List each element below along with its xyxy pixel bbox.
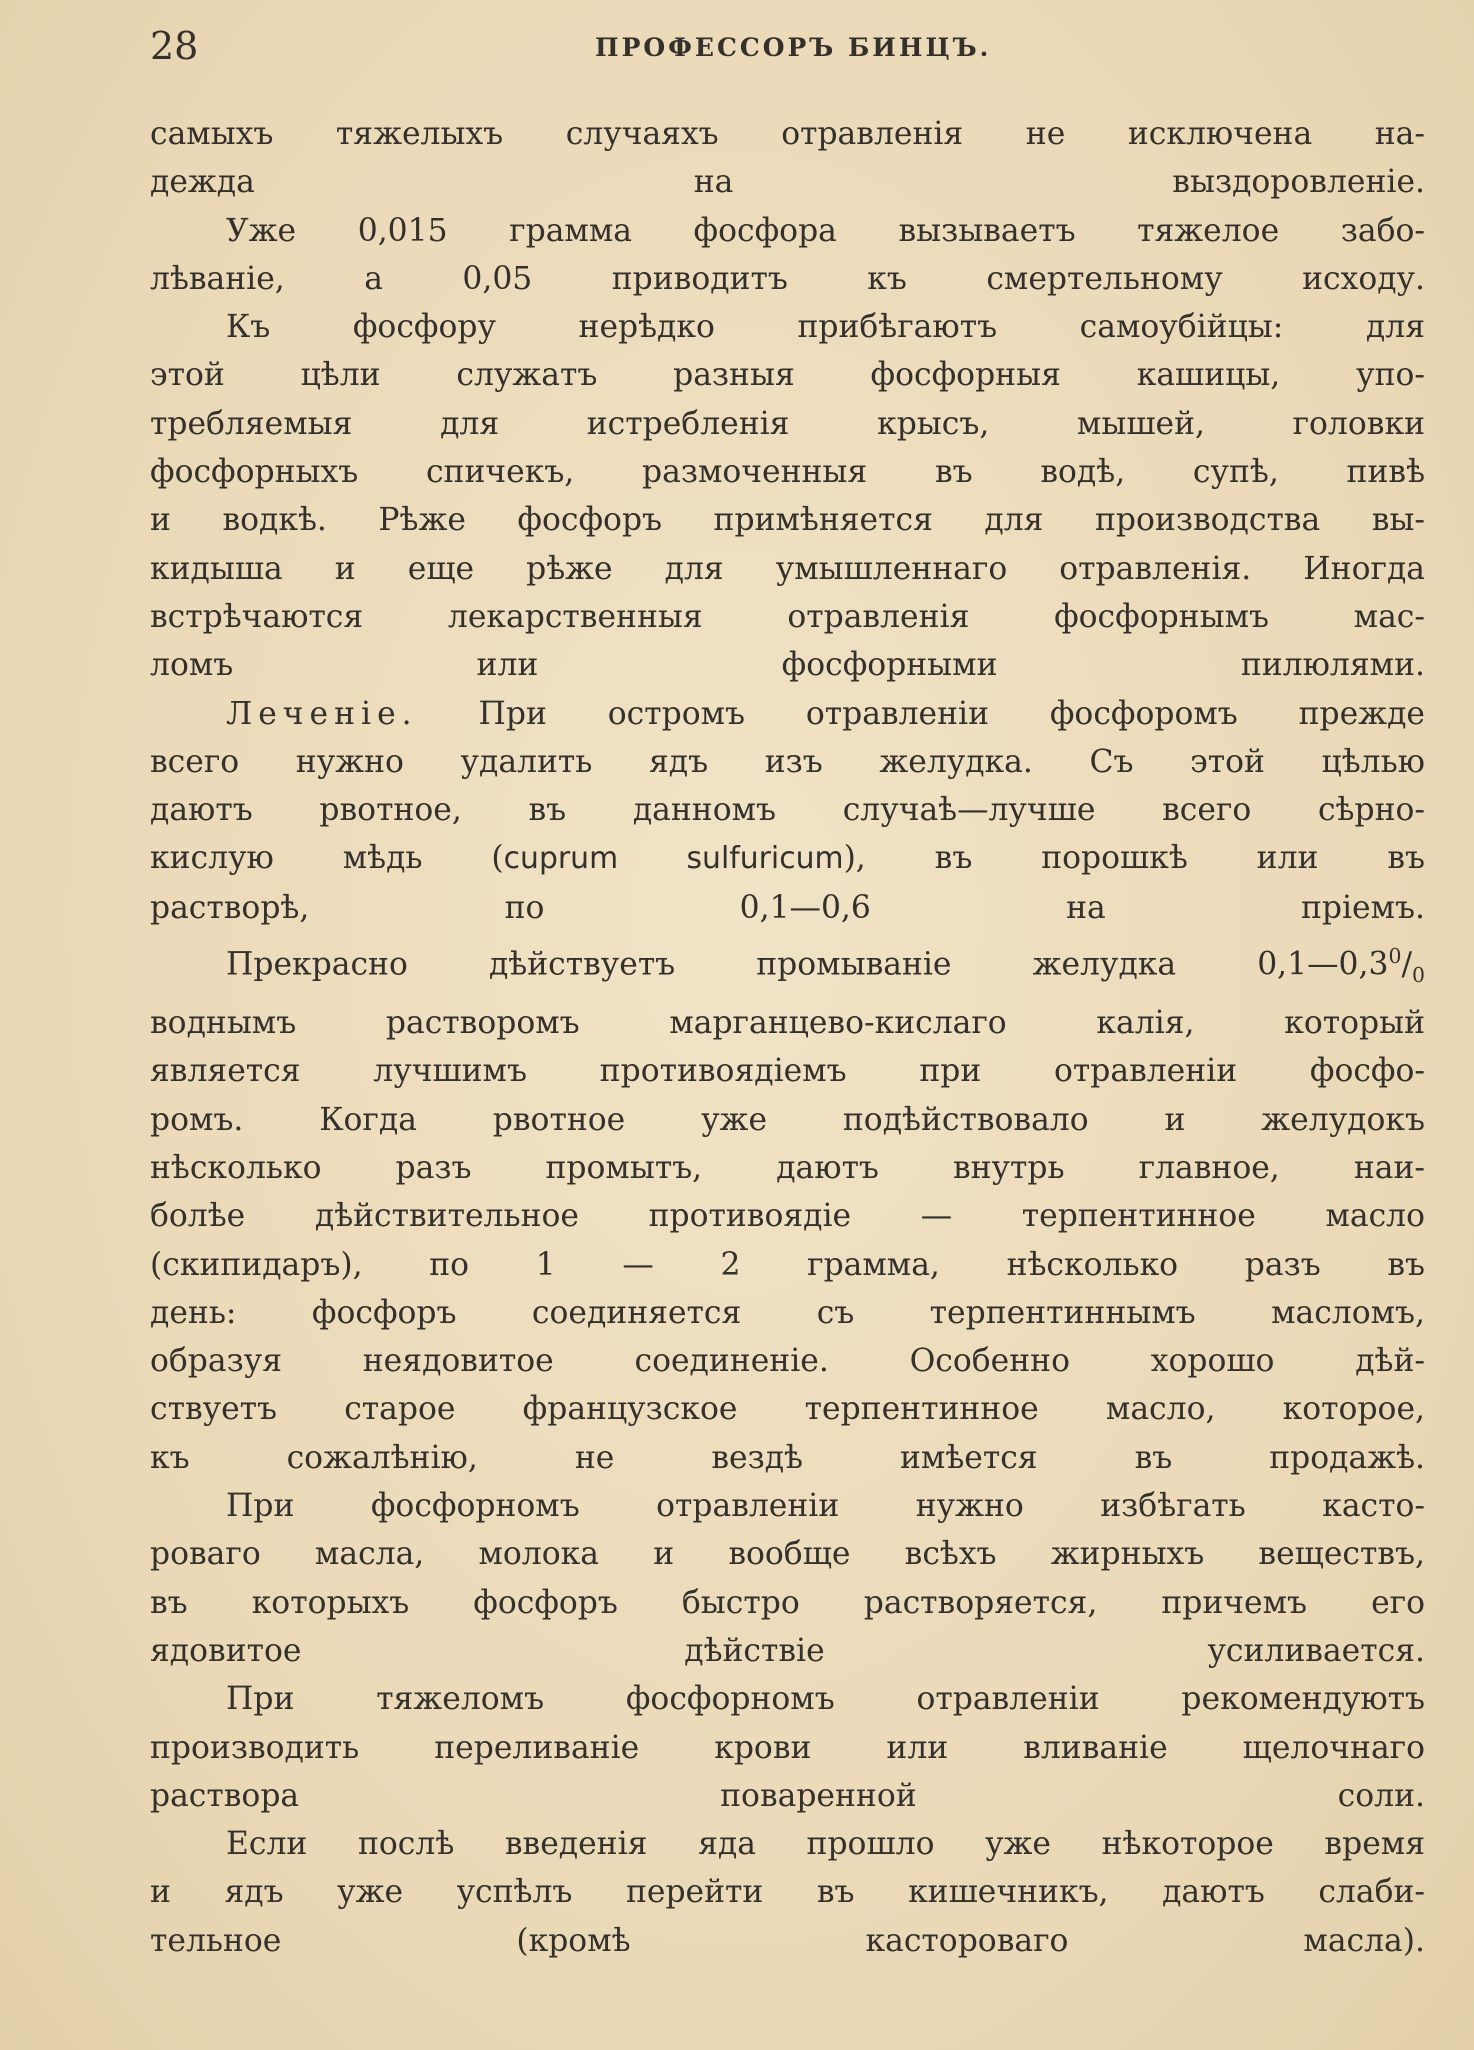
paragraph-7 (150, 1675, 1425, 1820)
paragraph-2 (150, 207, 1425, 304)
text-line: роваго масла, молока и вообще всѣхъ жирныхъ веществъ, (150, 1536, 1425, 1573)
text-line: ломъ или фосфорными пилюлями. (150, 647, 1425, 684)
text-line: этой цѣли служатъ разныя фосфорныя кашицы, упо- (150, 357, 1425, 394)
latin-term: cuprum sulfuricum (503, 841, 844, 877)
text-line: къ сожалѣнію, не вездѣ имѣется въ продажѣ. (150, 1439, 1425, 1476)
page-number: 28 (150, 24, 199, 68)
paragraph-6 (150, 1482, 1425, 1675)
text-line: и ядъ уже успѣлъ перейти въ кишечникъ, даютъ слаби- (150, 1874, 1425, 1911)
text-line: Прекрасно дѣйствуетъ промываніе желудка $0,1—0,3^0/_0$ (226, 944, 1425, 987)
text-line: фосфорныхъ спичекъ, размоченныя въ водѣ, супѣ, пивѣ (150, 454, 1425, 491)
paragraph-1 (150, 110, 1425, 207)
text-line: требляемыя для истребленія крысъ, мышей, головки (150, 405, 1425, 442)
text-line: и водкѣ. Рѣже фосфоръ примѣняется для производства вы- (150, 502, 1425, 539)
text-line: При фосфорномъ отравленіи нужно избѣгать касто- (226, 1488, 1425, 1525)
text-line: дежда на выздоровленіе. (150, 164, 1425, 201)
percent-bottom: 0 (1412, 962, 1425, 987)
text-line: производить переливаніе крови или вливаніе щелочнаго (150, 1729, 1425, 1766)
text-line: ядовитое дѣйствіе усиливается. (150, 1632, 1425, 1669)
text-line: воднымъ растворомъ марганцево-кислаго калія, который (150, 1005, 1425, 1042)
text-line: При тяжеломъ фосфорномъ отравленіи рекомендуютъ (226, 1681, 1425, 1718)
text-line: тельное (кромѣ кастороваго масла). (150, 1922, 1425, 1959)
text-line: самыхъ тяжелыхъ случаяхъ отравленія не исключена на- (150, 116, 1425, 152)
text-line: нѣсколько разъ промытъ, даютъ внутрь главное, наи- (150, 1149, 1425, 1186)
text-line: образуя неядовитое соединеніе. Особенно хорошо дѣй- (150, 1343, 1425, 1380)
running-title: ПРОФЕССОРЪ БИНЦЪ. (595, 33, 992, 62)
text-line: раствора поваренной соли. (150, 1777, 1425, 1814)
text-line: (скипидаръ), по 1 — 2 грамма, нѣсколько разъ въ (150, 1246, 1425, 1283)
paragraph-4 (150, 690, 1425, 932)
text-line: всего нужно удалить ядъ изъ желудка. Съ этой цѣлью (150, 743, 1425, 780)
text-line: кидыша и еще рѣже для умышленнаго отравленія. Иногда (150, 550, 1425, 587)
text-run: кислую мѣдь ( (150, 840, 504, 877)
text-line: ствуетъ старое французское терпентинное масло, которое, (150, 1391, 1425, 1428)
body-text (150, 110, 1425, 1965)
text-line: въ которыхъ фосфоръ быстро растворяется, причемъ его (150, 1584, 1425, 1621)
text-line (150, 834, 1425, 883)
paragraph-3 (150, 303, 1425, 689)
percent-top: 0 (1388, 944, 1402, 969)
paragraph-5 (150, 932, 1425, 1482)
text-line: болѣе дѣйствительное противоядіе — терпентинное масло (150, 1198, 1425, 1235)
text-run: При остромъ отравленіи фосфоромъ прежде (478, 695, 1426, 732)
text-line: лѣваніе, а 0,05 приводитъ къ смертельному исходу. (150, 260, 1425, 297)
text-line: растворѣ, по 0,1—0,6 на пріемъ. (150, 889, 1425, 926)
text-line: Если послѣ введенія яда прошло уже нѣкоторое время (226, 1826, 1425, 1863)
section-heading: Леченіе. (226, 695, 418, 732)
running-head (150, 18, 1425, 74)
paragraph-8 (150, 1820, 1425, 1965)
text-run: Прекрасно дѣйствуетъ промываніе желудка 0,1—0,3 (226, 946, 1389, 983)
text-run: ), въ порошкѣ или въ (843, 840, 1425, 877)
text-line (150, 690, 1425, 738)
text-line: Уже 0,015 грамма фосфора вызываетъ тяжелое забо- (226, 212, 1425, 249)
text-line: встрѣчаются лекарственныя отравленія фосфорнымъ мас- (150, 598, 1425, 635)
text-line: является лучшимъ противоядіемъ при отравленіи фосфо- (150, 1053, 1425, 1090)
text-line: Къ фосфору нерѣдко прибѣгаютъ самоубійцы: для (226, 309, 1425, 346)
text-line: ромъ. Когда рвотное уже подѣйствовало и желудокъ (150, 1101, 1425, 1138)
text-line: день: фосфоръ соединяется съ терпентиннымъ масломъ, (150, 1294, 1425, 1331)
text-line: даютъ рвотное, въ данномъ случаѣ—лучше всего сѣрно- (150, 792, 1425, 829)
